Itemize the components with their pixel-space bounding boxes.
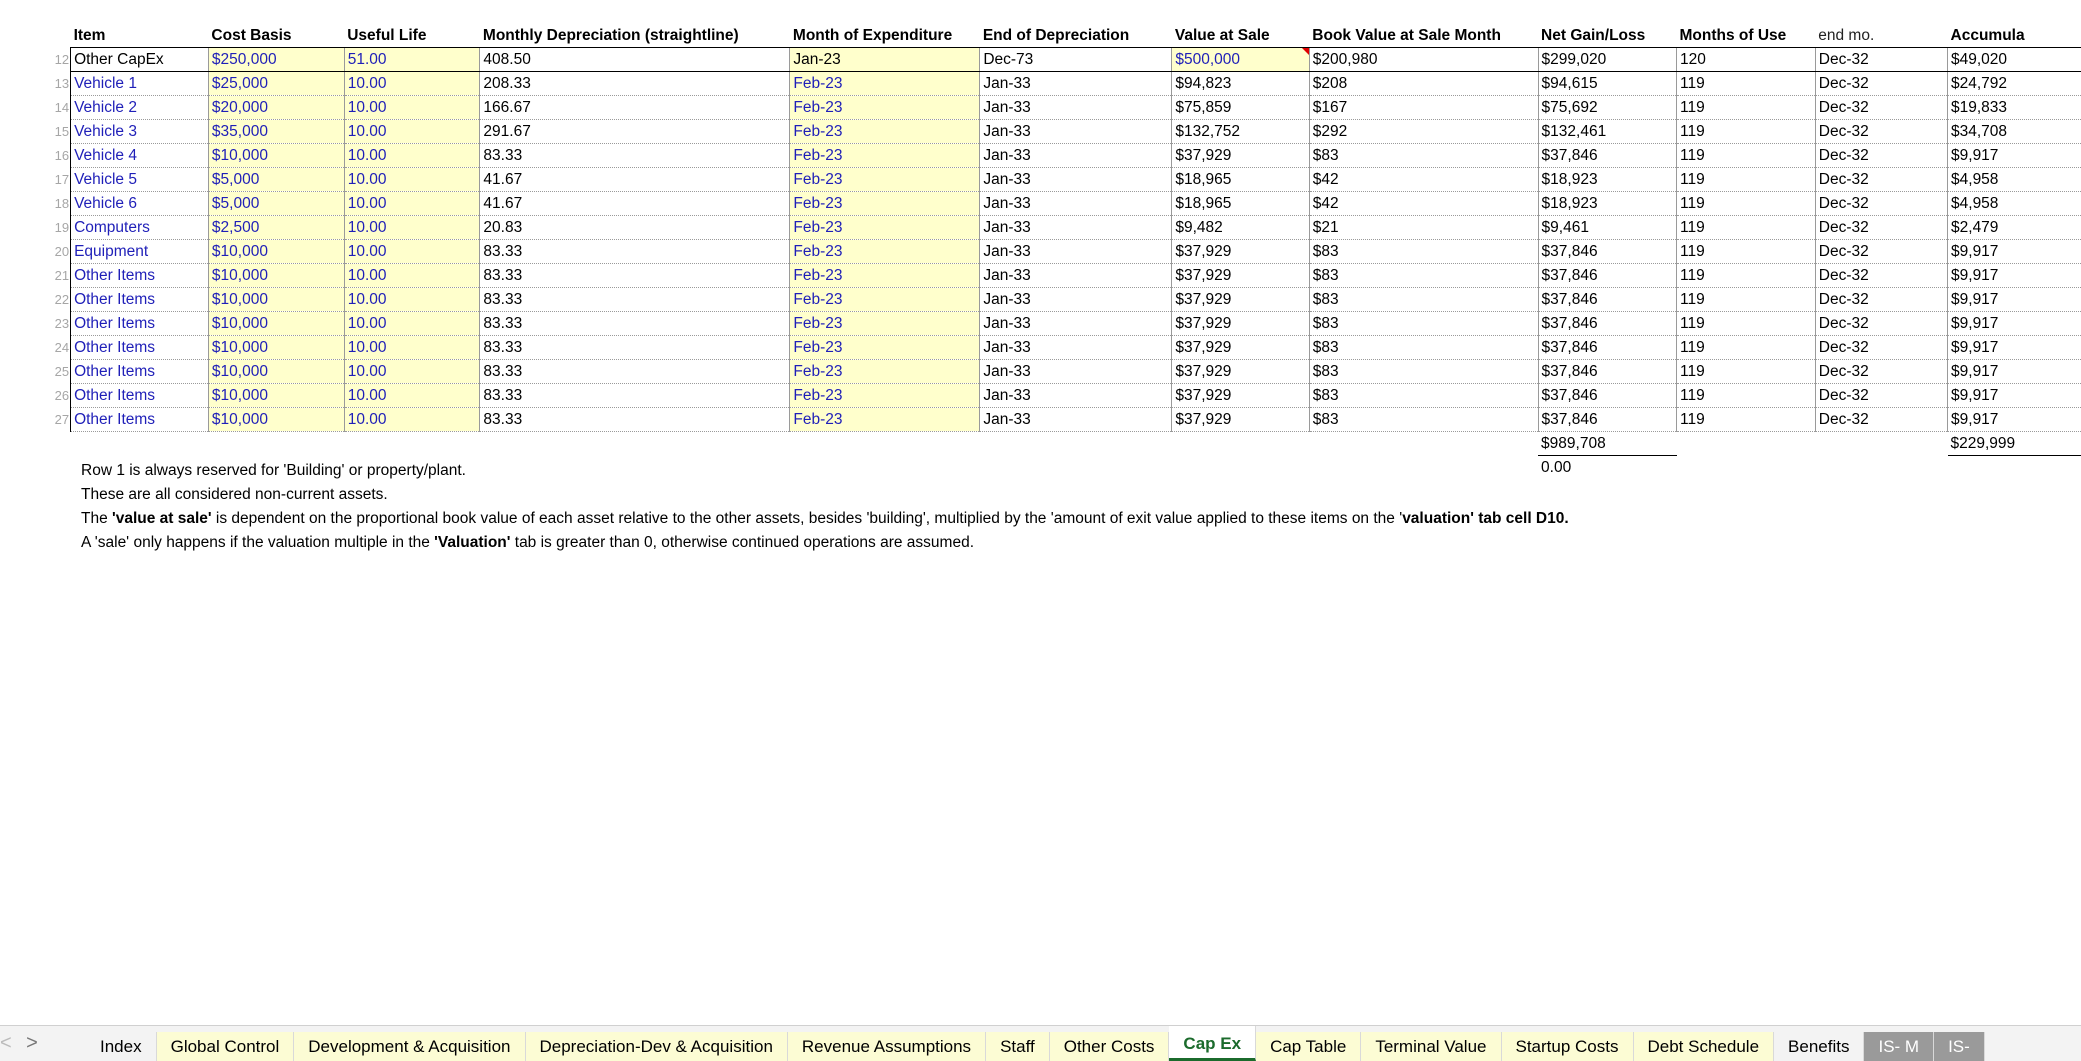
- cell-months-of-use[interactable]: 119: [1677, 168, 1816, 192]
- row-number[interactable]: 16: [54, 148, 70, 163]
- note-bold: 'Valuation': [434, 534, 511, 551]
- cell-monthly-depreciation[interactable]: 41.67: [480, 192, 790, 216]
- cell-net-gain-loss[interactable]: $37,846: [1538, 312, 1676, 336]
- cell-item[interactable]: Other Items: [71, 360, 209, 384]
- cell-net-gain-loss[interactable]: $37,846: [1538, 264, 1676, 288]
- cell-accumulated[interactable]: $9,917: [1948, 408, 2081, 432]
- header-useful-life[interactable]: Useful Life: [347, 27, 427, 44]
- cell-net-gain-loss[interactable]: $94,615: [1538, 72, 1676, 96]
- cell-months-of-use[interactable]: 119: [1677, 264, 1816, 288]
- cell-net-gain-loss[interactable]: $75,692: [1538, 96, 1676, 120]
- cell-useful-life[interactable]: 10.00: [344, 264, 480, 288]
- cell-item[interactable]: Other Items: [71, 312, 209, 336]
- cell-accumulated[interactable]: $34,708: [1948, 120, 2081, 144]
- cell-month-of-expenditure[interactable]: Feb-23: [790, 384, 980, 408]
- cell-item[interactable]: Equipment: [71, 240, 209, 264]
- capex-table: [0, 24, 2081, 479]
- cell-book-value[interactable]: $83: [1309, 384, 1538, 408]
- cell-cost-basis[interactable]: $10,000: [208, 408, 344, 432]
- cell-monthly-depreciation[interactable]: 20.83: [480, 216, 790, 240]
- cell-months-of-use[interactable]: 119: [1677, 288, 1816, 312]
- net-gain-total[interactable]: $989,708: [1538, 432, 1676, 456]
- cell-book-value[interactable]: $83: [1309, 240, 1538, 264]
- cell-cost-basis[interactable]: $10,000: [208, 288, 344, 312]
- row-number: [0, 24, 71, 48]
- table-row: [0, 192, 2081, 216]
- cell-accumulated[interactable]: $49,020: [1948, 48, 2081, 72]
- table-row: [0, 240, 2081, 264]
- cell-item[interactable]: Other Items: [71, 408, 209, 432]
- cell-monthly-depreciation[interactable]: 83.33: [480, 360, 790, 384]
- cell-value-at-sale[interactable]: $9,482: [1172, 216, 1309, 240]
- cell-end-mo[interactable]: Dec-32: [1815, 144, 1947, 168]
- sheet-tab-bar: [0, 1025, 2081, 1061]
- cell-book-value[interactable]: $21: [1309, 216, 1538, 240]
- cell-end-mo[interactable]: Dec-32: [1815, 240, 1947, 264]
- cell-month-of-expenditure[interactable]: Feb-23: [790, 168, 980, 192]
- row-number[interactable]: 14: [54, 100, 70, 115]
- cell-item[interactable]: Vehicle 4: [71, 144, 209, 168]
- cell-end-of-depreciation[interactable]: Jan-33: [980, 96, 1172, 120]
- row-number[interactable]: 17: [54, 172, 70, 187]
- header-month-of-expenditure[interactable]: Month of Expenditure: [792, 27, 953, 44]
- cell-monthly-depreciation[interactable]: 83.33: [480, 144, 790, 168]
- table-row: [0, 288, 2081, 312]
- cell-month-of-expenditure[interactable]: Jan-23: [790, 48, 980, 72]
- cell-book-value[interactable]: $292: [1309, 120, 1538, 144]
- cell-end-of-depreciation[interactable]: Jan-33: [980, 288, 1172, 312]
- cell-item[interactable]: Vehicle 2: [71, 96, 209, 120]
- cell-end-mo[interactable]: Dec-32: [1815, 360, 1947, 384]
- header-book-value[interactable]: Book Value at Sale Month: [1312, 27, 1501, 44]
- cell-value-at-sale[interactable]: $75,859: [1172, 96, 1309, 120]
- cell-book-value[interactable]: $42: [1309, 168, 1538, 192]
- cell-item[interactable]: Other Items: [71, 288, 209, 312]
- cell-useful-life[interactable]: 10.00: [344, 288, 480, 312]
- cell-book-value[interactable]: $42: [1309, 192, 1538, 216]
- cell-accumulated[interactable]: $9,917: [1948, 384, 2081, 408]
- cell-month-of-expenditure[interactable]: Feb-23: [790, 312, 980, 336]
- cell-month-of-expenditure[interactable]: Feb-23: [790, 120, 980, 144]
- cell-useful-life[interactable]: 10.00: [344, 168, 480, 192]
- cell-value-at-sale[interactable]: $37,929: [1172, 360, 1309, 384]
- cell-useful-life[interactable]: 10.00: [344, 336, 480, 360]
- cell-month-of-expenditure[interactable]: Feb-23: [790, 336, 980, 360]
- cell-net-gain-loss[interactable]: $299,020: [1538, 48, 1676, 72]
- cell-accumulated[interactable]: $9,917: [1948, 240, 2081, 264]
- tab-debt-schedule[interactable]: Debt Schedule: [1634, 1032, 1775, 1061]
- header-accumulated[interactable]: Accumula: [1950, 27, 2025, 44]
- cell-accumulated[interactable]: $9,917: [1948, 144, 2081, 168]
- cell-monthly-depreciation[interactable]: 291.67: [480, 120, 790, 144]
- cell-accumulated[interactable]: $9,917: [1948, 312, 2081, 336]
- cell-months-of-use[interactable]: 119: [1677, 360, 1816, 384]
- tab-startup-costs[interactable]: Startup Costs: [1502, 1032, 1634, 1061]
- cell-net-gain-loss[interactable]: $9,461: [1538, 216, 1676, 240]
- cell-book-value[interactable]: $167: [1309, 96, 1538, 120]
- cell-net-gain-loss[interactable]: $37,846: [1538, 384, 1676, 408]
- cell-monthly-depreciation[interactable]: 83.33: [480, 384, 790, 408]
- cell-cost-basis[interactable]: $10,000: [208, 144, 344, 168]
- cell-months-of-use[interactable]: 119: [1677, 144, 1816, 168]
- cell-end-mo[interactable]: Dec-32: [1815, 48, 1947, 72]
- cell-cost-basis[interactable]: $35,000: [208, 120, 344, 144]
- tab-index[interactable]: Index: [86, 1032, 157, 1061]
- table-row: [0, 384, 2081, 408]
- cell-net-gain-loss[interactable]: $132,461: [1538, 120, 1676, 144]
- header-months-of-use[interactable]: Months of Use: [1679, 27, 1787, 44]
- cell-useful-life[interactable]: 10.00: [344, 96, 480, 120]
- cell-end-of-depreciation[interactable]: Dec-73: [980, 48, 1172, 72]
- cell-month-of-expenditure[interactable]: Feb-23: [790, 288, 980, 312]
- cell-useful-life[interactable]: 10.00: [344, 312, 480, 336]
- scroll-first-icon[interactable]: <: [0, 1032, 12, 1054]
- row-number[interactable]: 15: [54, 124, 70, 139]
- cell-cost-basis[interactable]: $10,000: [208, 312, 344, 336]
- cell-end-mo[interactable]: Dec-32: [1815, 408, 1947, 432]
- cell-accumulated[interactable]: $2,479: [1948, 216, 2081, 240]
- cell-end-mo[interactable]: Dec-32: [1815, 168, 1947, 192]
- tab-global-control[interactable]: Global Control: [157, 1032, 295, 1061]
- table-row: [0, 336, 2081, 360]
- cell-book-value[interactable]: $83: [1309, 408, 1538, 432]
- note-text: A 'sale' only happens if the valuation multiple in the: [81, 534, 435, 551]
- cell-cost-basis[interactable]: $10,000: [208, 336, 344, 360]
- cell-useful-life[interactable]: 51.00: [344, 48, 480, 72]
- header-end-mo[interactable]: end mo.: [1818, 27, 1875, 44]
- cell-item[interactable]: Computers: [71, 216, 209, 240]
- table-row: [0, 96, 2081, 120]
- cell-value-at-sale[interactable]: $18,965: [1172, 168, 1309, 192]
- cell-net-gain-loss[interactable]: $37,846: [1538, 144, 1676, 168]
- cell-net-gain-loss[interactable]: $37,846: [1538, 408, 1676, 432]
- tab-benefits[interactable]: Benefits: [1774, 1032, 1864, 1061]
- cell-value-at-sale[interactable]: $37,929: [1172, 264, 1309, 288]
- cell-months-of-use[interactable]: 119: [1677, 336, 1816, 360]
- table-row: [0, 48, 2081, 72]
- header-row: [0, 24, 2081, 48]
- cell-cost-basis[interactable]: $250,000: [208, 48, 344, 72]
- sheet-tabs: [86, 1026, 1985, 1061]
- row-number[interactable]: 12: [54, 52, 70, 67]
- cell-accumulated[interactable]: $9,917: [1948, 336, 2081, 360]
- table-row: [0, 408, 2081, 432]
- check-value[interactable]: 0.00: [1541, 459, 1572, 476]
- cell-monthly-depreciation[interactable]: 83.33: [480, 408, 790, 432]
- cell-item[interactable]: Vehicle 1: [71, 72, 209, 96]
- cell-months-of-use[interactable]: 119: [1677, 408, 1816, 432]
- note-text: The: [81, 510, 113, 527]
- tab-depreciation-dev-acquisition[interactable]: Depreciation-Dev & Acquisition: [526, 1032, 788, 1061]
- cell-months-of-use[interactable]: 119: [1677, 240, 1816, 264]
- header-item[interactable]: Item: [73, 27, 106, 44]
- note-line[interactable]: [81, 507, 1569, 531]
- note-bold: valuation' tab cell D10.: [1402, 510, 1569, 527]
- cell-item[interactable]: Vehicle 5: [71, 168, 209, 192]
- table-row: [0, 144, 2081, 168]
- cell-book-value[interactable]: $83: [1309, 336, 1538, 360]
- cell-book-value[interactable]: $83: [1309, 264, 1538, 288]
- cell-months-of-use[interactable]: 119: [1677, 216, 1816, 240]
- cell-item[interactable]: Other Items: [71, 336, 209, 360]
- row-number[interactable]: 20: [54, 244, 70, 259]
- table-row: [0, 72, 2081, 96]
- row-number[interactable]: 23: [54, 316, 70, 331]
- cell-item[interactable]: Other Items: [71, 384, 209, 408]
- cell-cost-basis[interactable]: $25,000: [208, 72, 344, 96]
- cell-item[interactable]: Other Items: [71, 264, 209, 288]
- row-number[interactable]: 24: [54, 340, 70, 355]
- cell-net-gain-loss[interactable]: $18,923: [1538, 168, 1676, 192]
- cell-value-at-sale[interactable]: $37,929: [1172, 144, 1309, 168]
- cell-months-of-use[interactable]: 120: [1677, 48, 1816, 72]
- header-cost-basis[interactable]: Cost Basis: [211, 27, 292, 44]
- cell-end-of-depreciation[interactable]: Jan-33: [980, 168, 1172, 192]
- row-number[interactable]: 26: [54, 388, 70, 403]
- header-end-of-depreciation[interactable]: End of Depreciation: [982, 27, 1130, 44]
- cell-accumulated[interactable]: $9,917: [1948, 264, 2081, 288]
- cell-end-mo[interactable]: Dec-32: [1815, 312, 1947, 336]
- scroll-next-icon[interactable]: >: [26, 1032, 38, 1054]
- table-row: [0, 360, 2081, 384]
- cell-book-value[interactable]: $83: [1309, 144, 1538, 168]
- cell-value-at-sale[interactable]: $37,929: [1172, 408, 1309, 432]
- tab-development-acquisition[interactable]: Development & Acquisition: [294, 1032, 525, 1061]
- cell-end-of-depreciation[interactable]: Jan-33: [980, 408, 1172, 432]
- cell-end-of-depreciation[interactable]: Jan-33: [980, 120, 1172, 144]
- cell-item[interactable]: Vehicle 3: [71, 120, 209, 144]
- cell-end-mo[interactable]: Dec-32: [1815, 288, 1947, 312]
- cell-value-at-sale[interactable]: $37,929: [1172, 336, 1309, 360]
- cell-cost-basis[interactable]: $20,000: [208, 96, 344, 120]
- cell-month-of-expenditure[interactable]: Feb-23: [790, 144, 980, 168]
- cell-month-of-expenditure[interactable]: Feb-23: [790, 72, 980, 96]
- cell-value-at-sale[interactable]: $500,000: [1172, 48, 1309, 72]
- cell-end-of-depreciation[interactable]: Jan-33: [980, 192, 1172, 216]
- cell-end-mo[interactable]: Dec-32: [1815, 120, 1947, 144]
- cell-end-of-depreciation[interactable]: Jan-33: [980, 216, 1172, 240]
- tab-is-m[interactable]: IS- M: [1864, 1032, 1934, 1061]
- table-row: [0, 216, 2081, 240]
- cell-accumulated[interactable]: $24,792: [1948, 72, 2081, 96]
- cell-monthly-depreciation[interactable]: 83.33: [480, 336, 790, 360]
- note-bold: 'value at sale': [112, 510, 212, 527]
- table-row: [0, 168, 2081, 192]
- cell-cost-basis[interactable]: $5,000: [208, 168, 344, 192]
- cell-item[interactable]: Other CapEx: [71, 48, 209, 72]
- cell-cost-basis[interactable]: $2,500: [208, 216, 344, 240]
- cell-end-of-depreciation[interactable]: Jan-33: [980, 312, 1172, 336]
- cell-monthly-depreciation[interactable]: 83.33: [480, 312, 790, 336]
- cell-end-of-depreciation[interactable]: Jan-33: [980, 264, 1172, 288]
- cell-useful-life[interactable]: 10.00: [344, 192, 480, 216]
- cell-net-gain-loss[interactable]: $37,846: [1538, 240, 1676, 264]
- row-number[interactable]: 27: [54, 412, 70, 427]
- cell-accumulated[interactable]: $4,958: [1948, 168, 2081, 192]
- cell-cost-basis[interactable]: $10,000: [208, 360, 344, 384]
- cell-useful-life[interactable]: 10.00: [344, 144, 480, 168]
- tab-revenue-assumptions[interactable]: Revenue Assumptions: [788, 1032, 986, 1061]
- cell-book-value[interactable]: $208: [1309, 72, 1538, 96]
- row-number[interactable]: 21: [54, 268, 70, 283]
- tab-terminal-value[interactable]: Terminal Value: [1361, 1032, 1501, 1061]
- cell-value-at-sale[interactable]: $37,929: [1172, 240, 1309, 264]
- cell-accumulated[interactable]: $4,958: [1948, 192, 2081, 216]
- cell-end-of-depreciation[interactable]: Jan-33: [980, 144, 1172, 168]
- cell-net-gain-loss[interactable]: $18,923: [1538, 192, 1676, 216]
- tab-staff[interactable]: Staff: [986, 1032, 1050, 1061]
- cell-useful-life[interactable]: 10.00: [344, 72, 480, 96]
- cell-accumulated[interactable]: $9,917: [1948, 360, 2081, 384]
- row-number[interactable]: 25: [54, 364, 70, 379]
- cell-cost-basis[interactable]: $10,000: [208, 240, 344, 264]
- cell-months-of-use[interactable]: 119: [1677, 192, 1816, 216]
- header-net-gain-loss[interactable]: Net Gain/Loss: [1541, 27, 1646, 44]
- cell-book-value[interactable]: $83: [1309, 360, 1538, 384]
- row-number[interactable]: 13: [54, 76, 70, 91]
- cell-book-value[interactable]: $83: [1309, 312, 1538, 336]
- notes-block: [81, 459, 1569, 555]
- note-text: is dependent on the proportional book value of each asset relative to the other assets, besides 'building', multiplied by the 'amount of exit value applied to these items on the ': [211, 510, 1403, 527]
- cell-end-mo[interactable]: Dec-32: [1815, 216, 1947, 240]
- cell-net-gain-loss[interactable]: $37,846: [1538, 360, 1676, 384]
- tab-is[interactable]: IS-: [1934, 1032, 1985, 1061]
- row-number[interactable]: 22: [54, 292, 70, 307]
- cell-month-of-expenditure[interactable]: Feb-23: [790, 360, 980, 384]
- cell-end-mo[interactable]: Dec-32: [1815, 336, 1947, 360]
- cell-accumulated[interactable]: $9,917: [1948, 288, 2081, 312]
- cell-book-value[interactable]: $83: [1309, 288, 1538, 312]
- tab-cap-table[interactable]: Cap Table: [1256, 1032, 1361, 1061]
- tab-other-costs[interactable]: Other Costs: [1050, 1032, 1170, 1061]
- cell-cost-basis[interactable]: $10,000: [208, 384, 344, 408]
- cell-useful-life[interactable]: 10.00: [344, 384, 480, 408]
- cell-net-gain-loss[interactable]: $37,846: [1538, 336, 1676, 360]
- totals-row: [0, 432, 2081, 456]
- cell-end-of-depreciation[interactable]: Jan-33: [980, 336, 1172, 360]
- cell-value-at-sale[interactable]: $37,929: [1172, 384, 1309, 408]
- cell-end-of-depreciation[interactable]: Jan-33: [980, 360, 1172, 384]
- accumulated-total[interactable]: $229,999: [1948, 432, 2081, 456]
- cell-month-of-expenditure[interactable]: Feb-23: [790, 96, 980, 120]
- cell-month-of-expenditure[interactable]: Feb-23: [790, 192, 980, 216]
- cell-end-of-depreciation[interactable]: Jan-33: [980, 384, 1172, 408]
- cell-value-at-sale[interactable]: $94,823: [1172, 72, 1309, 96]
- note-line[interactable]: [81, 531, 1569, 555]
- table-row: [0, 120, 2081, 144]
- cell-value-at-sale[interactable]: $18,965: [1172, 192, 1309, 216]
- cell-value-at-sale[interactable]: $37,929: [1172, 288, 1309, 312]
- cell-months-of-use[interactable]: 119: [1677, 312, 1816, 336]
- cell-net-gain-loss[interactable]: $37,846: [1538, 288, 1676, 312]
- tab-cap-ex[interactable]: Cap Ex: [1169, 1026, 1256, 1061]
- cell-item[interactable]: Vehicle 6: [71, 192, 209, 216]
- cell-useful-life[interactable]: 10.00: [344, 360, 480, 384]
- cell-value-at-sale[interactable]: $132,752: [1172, 120, 1309, 144]
- note-line[interactable]: Row 1 is always reserved for 'Building' or property/plant.: [81, 462, 466, 479]
- cell-end-mo[interactable]: Dec-32: [1815, 264, 1947, 288]
- cell-months-of-use[interactable]: 119: [1677, 72, 1816, 96]
- cell-month-of-expenditure[interactable]: Feb-23: [790, 408, 980, 432]
- header-value-at-sale[interactable]: Value at Sale: [1174, 27, 1270, 44]
- cell-book-value[interactable]: $200,980: [1309, 48, 1538, 72]
- cell-accumulated[interactable]: $19,833: [1948, 96, 2081, 120]
- cell-months-of-use[interactable]: 119: [1677, 120, 1816, 144]
- cell-monthly-depreciation[interactable]: 166.67: [480, 96, 790, 120]
- cell-monthly-depreciation[interactable]: 208.33: [480, 72, 790, 96]
- cell-end-mo[interactable]: Dec-32: [1815, 72, 1947, 96]
- row-number[interactable]: 19: [54, 220, 70, 235]
- table-row: [0, 264, 2081, 288]
- header-monthly-depreciation[interactable]: Monthly Depreciation (straightline): [482, 27, 739, 44]
- cell-monthly-depreciation[interactable]: 83.33: [480, 288, 790, 312]
- cell-monthly-depreciation[interactable]: 83.33: [480, 240, 790, 264]
- cell-end-mo[interactable]: Dec-32: [1815, 384, 1947, 408]
- cell-monthly-depreciation[interactable]: 83.33: [480, 264, 790, 288]
- cell-end-of-depreciation[interactable]: Jan-33: [980, 240, 1172, 264]
- cell-end-mo[interactable]: Dec-32: [1815, 96, 1947, 120]
- note-text: tab is greater than 0, otherwise continued operations are assumed.: [510, 534, 975, 551]
- cell-useful-life[interactable]: 10.00: [344, 216, 480, 240]
- cell-months-of-use[interactable]: 119: [1677, 96, 1816, 120]
- row-number[interactable]: 18: [54, 196, 70, 211]
- cell-monthly-depreciation[interactable]: 41.67: [480, 168, 790, 192]
- cell-month-of-expenditure[interactable]: Feb-23: [790, 216, 980, 240]
- cell-months-of-use[interactable]: 119: [1677, 384, 1816, 408]
- cell-cost-basis[interactable]: $10,000: [208, 264, 344, 288]
- cell-useful-life[interactable]: 10.00: [344, 120, 480, 144]
- cell-useful-life[interactable]: 10.00: [344, 240, 480, 264]
- note-line[interactable]: These are all considered non-current assets.: [81, 486, 388, 503]
- cell-month-of-expenditure[interactable]: Feb-23: [790, 264, 980, 288]
- cell-monthly-depreciation[interactable]: 408.50: [480, 48, 790, 72]
- cell-cost-basis[interactable]: $5,000: [208, 192, 344, 216]
- cell-month-of-expenditure[interactable]: Feb-23: [790, 240, 980, 264]
- cell-end-mo[interactable]: Dec-32: [1815, 192, 1947, 216]
- cell-end-of-depreciation[interactable]: Jan-33: [980, 72, 1172, 96]
- table-row: [0, 312, 2081, 336]
- cell-useful-life[interactable]: 10.00: [344, 408, 480, 432]
- cell-value-at-sale[interactable]: $37,929: [1172, 312, 1309, 336]
